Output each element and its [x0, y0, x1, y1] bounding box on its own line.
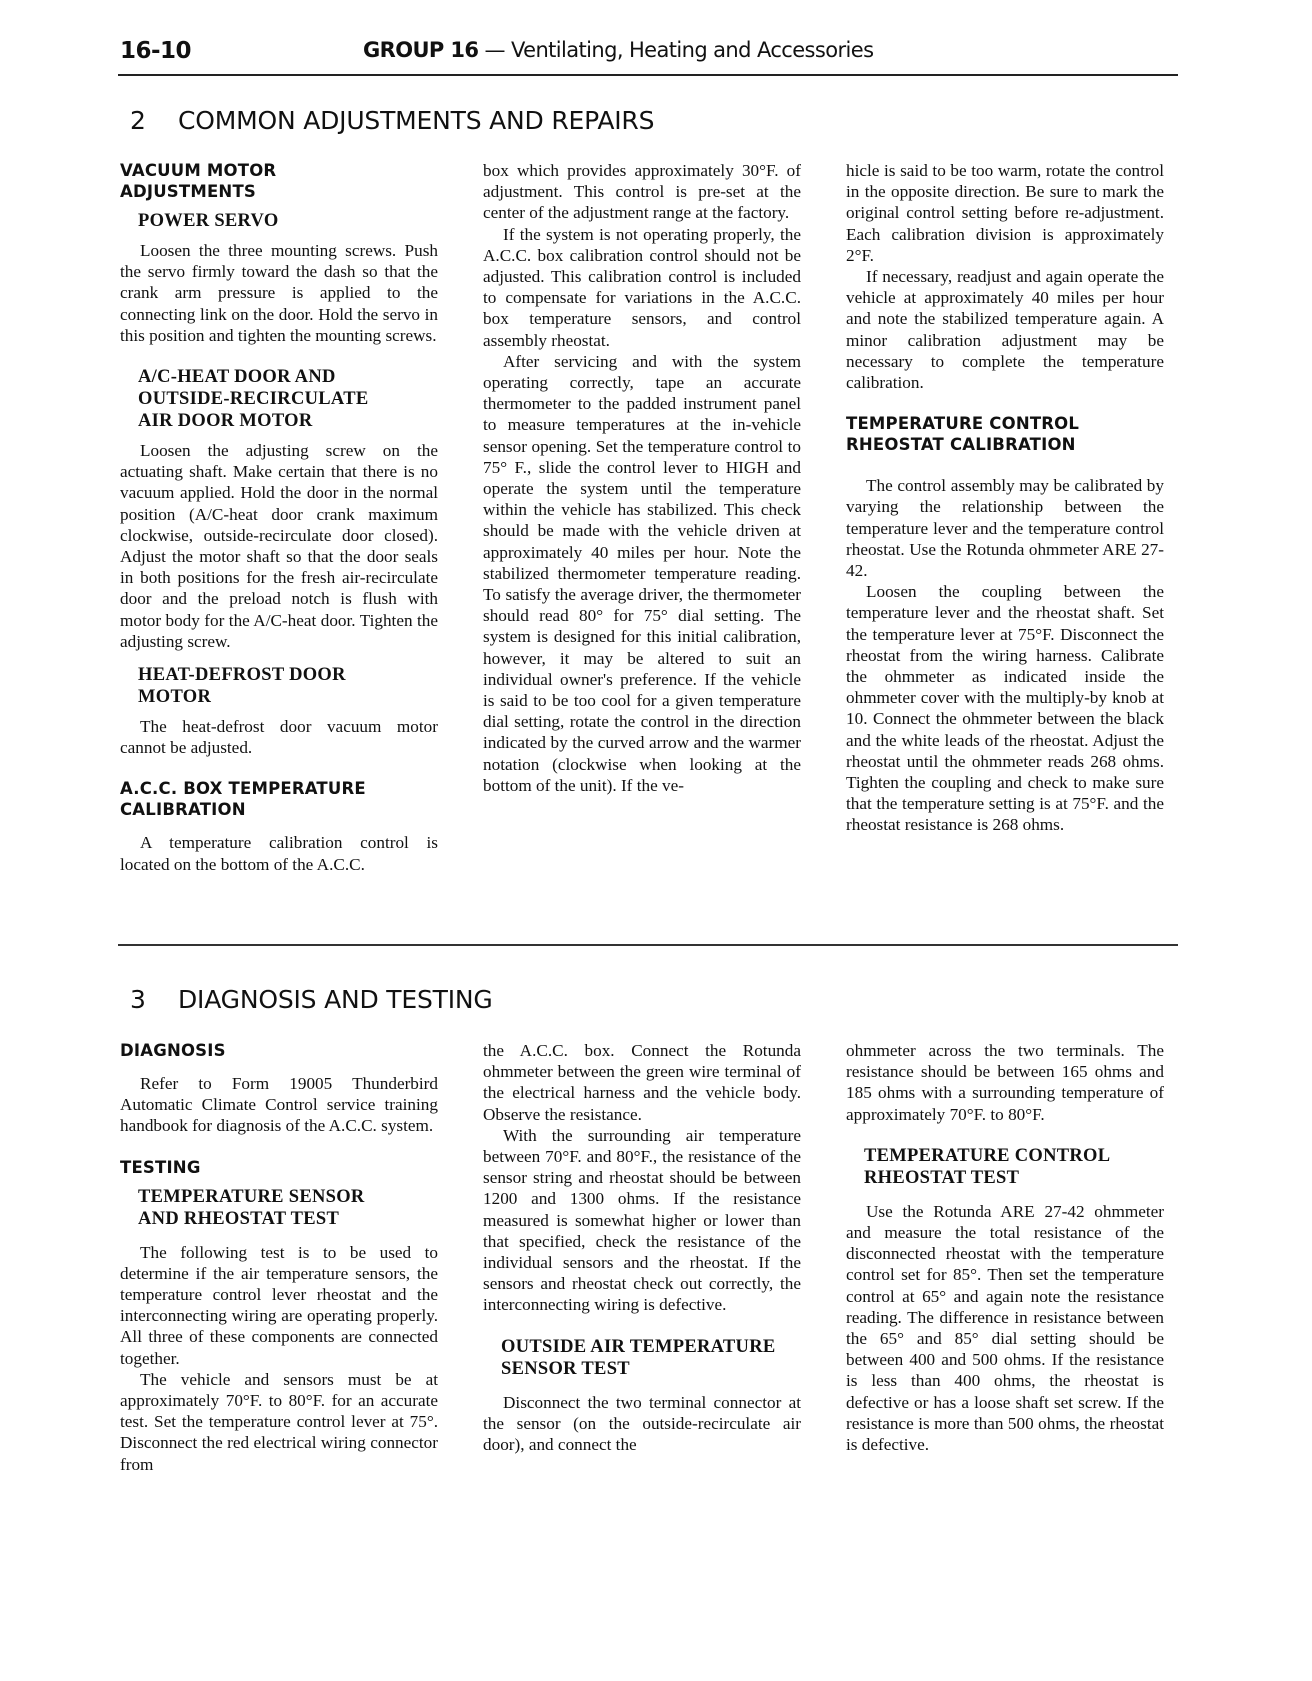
paragraph-rheostat-test: Use the Rotunda ARE 27-42 ohmmeter and measure the total resistance of the disconnected rheostat with the temperature control set for 85°. Then set the temperature control at 65° and again note the resistance reading. The difference in resistance between the 65° and 85° dial setting should be between 400 and 500 ohms. If the resistance is less than 400 ohms, the rheostat is defective or has a loose shaft set screw. If the resistance is more than 500 ohms, the rheostat is defective.	[846, 1201, 1164, 1455]
section-3-column-2	[483, 1040, 801, 1455]
paragraph-ac-heat-door: Loosen the adjusting screw on the actuating shaft. Make certain that there is no vacuum applied. Hold the door in the normal position (A/C-heat door crank maximum clockwise, outside-recirculate door closed). Adjust the motor shaft so that the door seals in both positions for the fresh air-recirculate door and the preload notch is flush with motor body for the A/C-heat door. Tighten the adjusting screw.	[120, 441, 438, 651]
running-header	[120, 38, 1180, 74]
header-rule	[118, 74, 1178, 76]
paragraph-outside-air-sensor: Disconnect the two terminal connector at the sensor (on the outside-recirculate air door), and connect the	[483, 1392, 801, 1455]
paragraph-power-servo: Loosen the three mounting screws. Push the servo firmly toward the dash so that the crank arm pressure is applied to the connecting link on the door. Hold the servo in this position and tighten the mounting screws.	[120, 241, 438, 345]
group-subtitle: Ventilating, Heating and Accessories	[511, 38, 874, 62]
paragraph-diagnosis: Refer to Form 19005 Thunderbird Automatic Climate Control service training handbook for diagnosis of the A.C.C. system.	[120, 1074, 438, 1136]
paragraph-readjust: If necessary, readjust and again operate the vehicle at approximately 40 miles per hour and note the stabilized temperature again. A minor calibration adjustment may be necessary to complete the temperature calibration.	[846, 267, 1164, 393]
paragraph-acc-box: A temperature calibration control is located on the bottom of the A.C.C.	[120, 833, 438, 874]
paragraph-sensor-test-2: The vehicle and sensors must be at approximately 70°F. to 80°F. for an accurate test. Set the temperature control lever at 75°. Disconnect the red electrical wiring connector from	[120, 1369, 438, 1474]
section-2-column-2	[483, 160, 801, 796]
section-title: COMMON ADJUSTMENTS AND REPAIRS	[178, 106, 655, 135]
group-label: GROUP 16	[363, 38, 479, 62]
heading-vacuum-motor-adjustments: VACUUM MOTOR ADJUSTMENTS	[120, 161, 277, 201]
heading-acc-box-temperature-calibration: A.C.C. BOX TEMPERATURE CALIBRATION	[120, 779, 366, 820]
heading-heat-defrost-door-motor: HEAT-DEFROST DOOR MOTOR	[138, 665, 346, 708]
section-divider-rule	[118, 944, 1178, 946]
section-3-column-3	[846, 1040, 1164, 1455]
group-dash: —	[478, 38, 511, 62]
heading-ac-heat-door: A/C-HEAT DOOR AND OUTSIDE-RECIRCULATE AIR DOOR MOTOR	[138, 367, 369, 432]
heading-rheostat-calibration: TEMPERATURE CONTROL RHEOSTAT CALIBRATION	[846, 414, 1080, 455]
heading-outside-air-sensor-test: OUTSIDE AIR TEMPERATURE SENSOR TEST	[501, 1336, 776, 1379]
paragraph-not-operating: If the system is not operating properly, the A.C.C. box calibration control should not be adjusted. This calibration control is included to compensate for variations in the A.C.C. box temperature sensors, and control assembly rheostat.	[483, 224, 801, 350]
heading-diagnosis: DIAGNOSIS	[120, 1041, 226, 1060]
page-number: 16-10	[120, 38, 192, 64]
heading-sensor-rheostat-test: TEMPERATURE SENSOR AND RHEOSTAT TEST	[138, 1186, 365, 1229]
paragraph-acc-box-connect: the A.C.C. box. Connect the Rotunda ohmmeter between the green wire terminal of the electrical harness and the vehicle body. Observe the resistance.	[483, 1041, 801, 1124]
paragraph-rheostat-cal-1: The control assembly may be calibrated by varying the relationship between the temperature lever and the temperature control rheostat. Use the Rotunda ohmmeter ARE 27-42.	[846, 476, 1164, 581]
section-3-heading	[130, 985, 493, 1014]
heading-power-servo: POWER SERVO	[138, 211, 279, 231]
paragraph-acc-box-cont: box which provides approximately 30°F. of adjustment. This control is pre-set at the center of the adjustment range at the factory.	[483, 161, 801, 223]
section-number: 3	[130, 985, 146, 1014]
paragraph-heat-defrost: The heat-defrost door vacuum motor cannot be adjusted.	[120, 717, 438, 758]
heading-rheostat-test: TEMPERATURE CONTROL RHEOSTAT TEST	[864, 1145, 1110, 1188]
section-title: DIAGNOSIS AND TESTING	[178, 985, 493, 1014]
paragraph-too-warm: hicle is said to be too warm, rotate the control in the opposite direction. Be sure to mark the original control setting before re-adjustment. Each calibration division is approximately 2°F.	[846, 161, 1164, 265]
section-2-heading	[130, 106, 654, 135]
section-number: 2	[130, 106, 146, 135]
paragraph-ohmmeter-terminals: ohmmeter across the two terminals. The resistance should be between 165 ohms and 185 ohms with a surrounding temperature of approximately 70°F. to 80°F.	[846, 1041, 1164, 1124]
section-2-column-3	[846, 160, 1164, 836]
heading-testing: TESTING	[120, 1157, 201, 1177]
group-title	[363, 38, 873, 62]
paragraph-surrounding-air: With the surrounding air temperature between 70°F. and 80°F., the resistance of the sensor string and rheostat should be between 1200 and 1300 ohms. If the resistance measured is somewhat higher or lower than that specified, check the resistance of the individual sensors and the rheostat. If the sensors and rheostat check out correctly, the interconnecting wiring is defective.	[483, 1125, 801, 1315]
paragraph-sensor-test-1: The following test is to be used to determine if the air temperature sensors, the temperature control lever rheostat and the interconnecting wiring are operating properly. All three of these components are connected together.	[120, 1242, 438, 1368]
section-2-column-1	[120, 160, 438, 875]
paragraph-after-servicing: After servicing and with the system operating correctly, tape an accurate thermometer to the padded instrument panel to measure temperatures at the in-vehicle sensor opening. Set the temperature control to 75° F., slide the control lever to HIGH and operate the system until the temperature within the vehicle has stabilized. This check should be made with the vehicle driven at approximately 40 miles per hour. Note the stabilized thermometer temperature reading. To satisfy the average driver, the thermometer should read 80° for 75° dial setting. The system is designed for this initial calibration, however, it may be altered to suit an individual owner's preference. If the vehicle is said to be too cool for a given temperature dial setting, rotate the control in the direction indicated by the curved arrow and the warmer notation (clockwise when looking at the bottom of the unit). If the ve-	[483, 351, 801, 795]
section-3-column-1	[120, 1040, 438, 1475]
paragraph-rheostat-cal-2: Loosen the coupling between the temperature lever and the rheostat shaft. Set the temperature lever at 75°F. Disconnect the rheostat from the wiring harness. Calibrate the ohmmeter as indicated inside the ohmmeter cover with the multiply-by knob at 10. Connect the ohmmeter between the black and the white leads of the rheostat. Adjust the rheostat until the ohmmeter reads 268 ohms. Tighten the coupling and check to make sure that the temperature setting is at 75°F. and the rheostat resistance is 268 ohms.	[846, 582, 1164, 835]
